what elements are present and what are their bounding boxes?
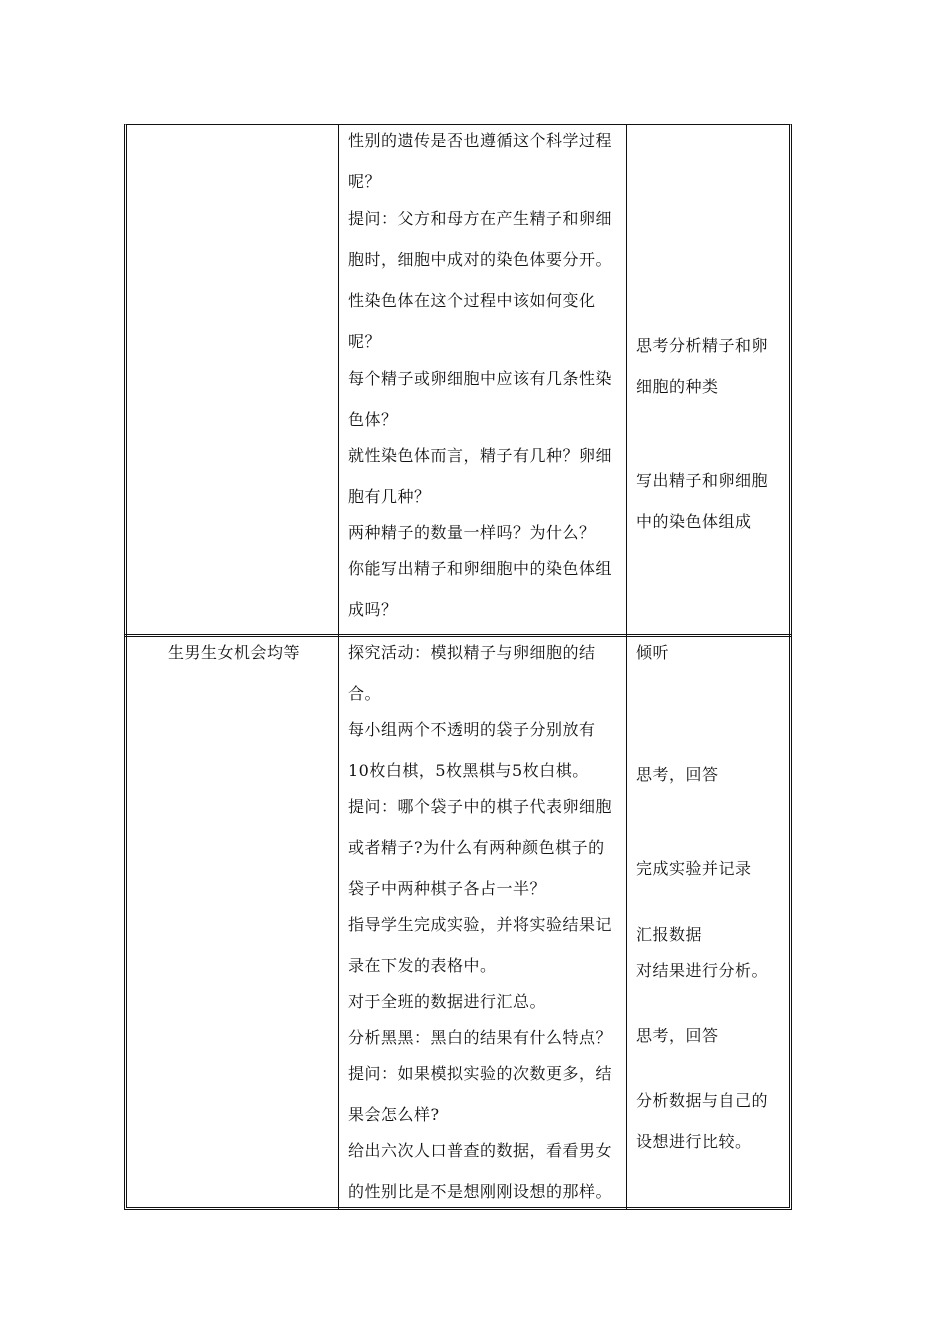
- row2-right-line-8: 设想进行比较。: [636, 1132, 752, 1151]
- row2-middle-line-7: 袋子中两种棋子各占一半？: [348, 879, 547, 898]
- row2-middle-line-3: 每小组两个不透明的袋子分别放有: [348, 720, 596, 739]
- row2-middle-line-6: 或者精子?为什么有两种颜色棋子的: [348, 838, 605, 857]
- row1-middle-line-8: 色体？: [348, 410, 398, 429]
- row1-right-line-3: 写出精子和卵细胞: [636, 471, 769, 490]
- row2-right-line-4: 汇报数据: [636, 925, 703, 944]
- row2-middle-line-13: 果会怎么样?: [348, 1105, 440, 1124]
- row1-middle-line-2: 呢？: [348, 172, 382, 191]
- row2-right-line-5: 对结果进行分析。: [636, 961, 769, 980]
- row2-right-line-6: 思考，回答: [636, 1026, 719, 1045]
- row1-right-line-4: 中的染色体组成: [636, 512, 752, 531]
- row2-middle-line-5: 提问：哪个袋子中的棋子代表卵细胞: [348, 797, 613, 816]
- row1-middle-line-11: 两种精子的数量一样吗？为什么？: [348, 523, 596, 542]
- row2-middle-line-9: 录在下发的表格中。: [348, 956, 497, 975]
- row1-middle-line-9: 就性染色体而言，精子有几种？卵细: [348, 446, 613, 465]
- row1-middle-line-10: 胞有几种？: [348, 487, 431, 506]
- row1-middle-line-1: 性别的遗传是否也遵循这个科学过程: [348, 131, 613, 150]
- row1-right-line-1: 思考分析精子和卵: [636, 336, 769, 355]
- column-divider-right: [626, 124, 627, 1210]
- row1-right-line-2: 细胞的种类: [636, 377, 719, 396]
- row2-middle-line-15: 的性别比是不是想刚刚设想的那样。: [348, 1182, 613, 1201]
- row1-middle-line-13: 成吗？: [348, 600, 398, 619]
- row2-right-line-7: 分析数据与自己的: [636, 1091, 769, 1110]
- row2-right-line-3: 完成实验并记录: [636, 859, 752, 878]
- row1-middle-line-3: 提问：父方和母方在产生精子和卵细: [348, 209, 613, 228]
- row2-middle-line-1: 探究活动：模拟精子与卵细胞的结: [348, 643, 596, 662]
- column-divider-left: [338, 124, 339, 1210]
- row2-middle-line-10: 对于全班的数据进行汇总。: [348, 992, 547, 1011]
- row2-topic-label: 生男生女机会均等: [167, 643, 300, 662]
- row1-middle-line-6: 呢？: [348, 332, 382, 351]
- row2-middle-line-8: 指导学生完成实验，并将实验结果记: [348, 915, 613, 934]
- row2-middle-line-2: 合。: [348, 684, 382, 703]
- row1-middle-line-4: 胞时，细胞中成对的染色体要分开。: [348, 250, 613, 269]
- row-separator: [124, 634, 792, 637]
- row2-right-line-1: 倾听: [636, 643, 670, 662]
- row2-middle-line-14: 给出六次人口普查的数据，看看男女: [348, 1141, 613, 1160]
- row2-middle-line-12: 提问：如果模拟实验的次数更多，结: [348, 1064, 613, 1083]
- row1-middle-line-5: 性染色体在这个过程中该如何变化: [348, 291, 596, 310]
- row1-middle-line-7: 每个精子或卵细胞中应该有几条性染: [348, 369, 613, 388]
- row2-right-line-2: 思考，回答: [636, 765, 719, 784]
- row1-middle-line-12: 你能写出精子和卵细胞中的染色体组: [348, 559, 613, 578]
- row2-middle-line-11: 分析黑黑：黑白的结果有什么特点？: [348, 1028, 613, 1047]
- row2-middle-line-4: 10枚白棋，5枚黑棋与5枚白棋。: [348, 761, 589, 780]
